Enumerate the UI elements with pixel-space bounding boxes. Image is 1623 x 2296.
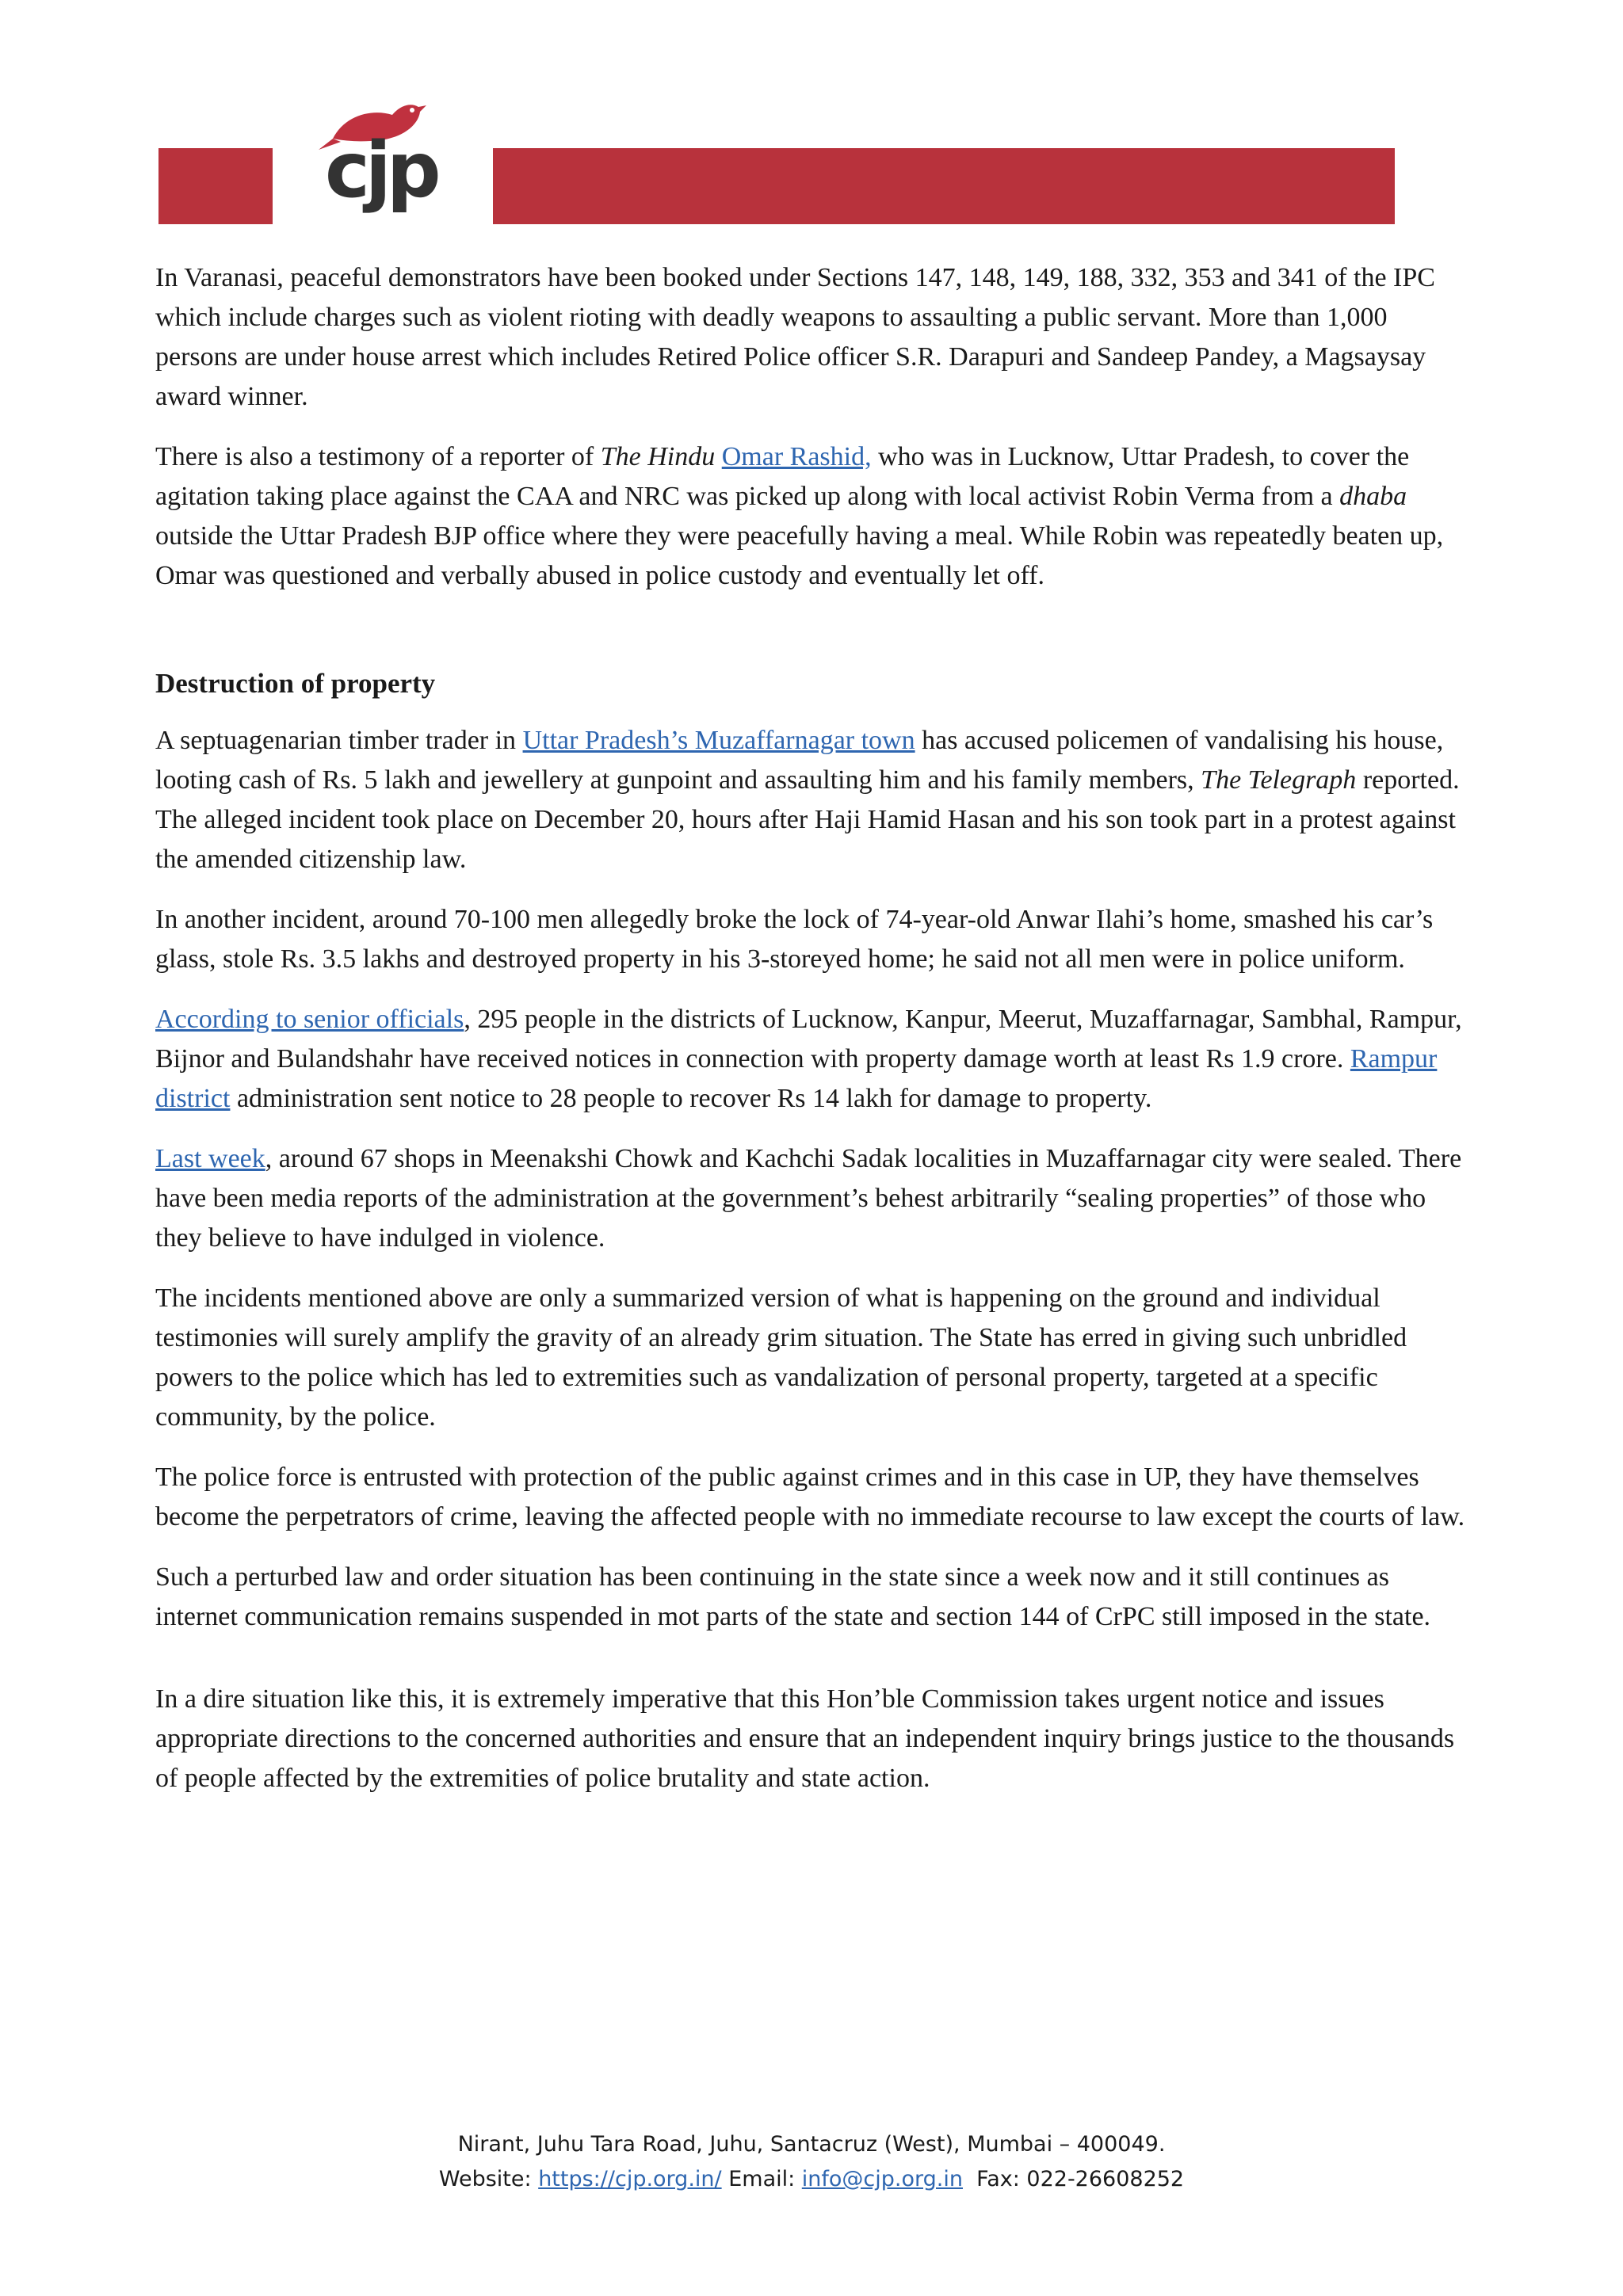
text-span: administration sent notice to 28 people to recover Rs 14 lakh for damage to property. — [230, 1084, 1152, 1113]
cjp-logo — [317, 91, 475, 226]
tagline: defending human rights in the courts and beyond — [734, 227, 1385, 262]
paragraph-law-order: Such a perturbed law and order situation has been continuing in the state since a week now and it still continues as internet communication remains suspended in mot parts of the state and section 144 of CrPC still imposed in the state. — [155, 1562, 1431, 1631]
letterhead-bar-left — [158, 148, 273, 224]
section-heading: Destruction of property — [155, 668, 436, 699]
text-span: has accused policemen of vandalising his house, looting cash of Rs. 5 lakh and jewellery at gunpoint and assaulting him and his family members, — [155, 726, 1444, 795]
paragraph-omar-rashid — [155, 437, 1471, 596]
link-rampur-district[interactable]: Rampur district — [155, 1044, 1438, 1113]
paragraph-timber-trader — [155, 721, 1471, 879]
link-senior-officials[interactable]: According to senior officials — [155, 1005, 464, 1034]
letter-body — [155, 258, 1471, 1819]
paragraph-police-force: The police force is entrusted with protection of the public against crimes and in this case in UP, they have themselves become the perpetrators of crime, leaving the affected people with no immediate recourse to law except the courts of law. — [155, 1463, 1465, 1531]
footer-email-link[interactable]: info@cjp.org.in — [801, 2167, 963, 2191]
text-span: who was in Lucknow, Uttar Pradesh, to cover the agitation taking place against the CAA and NRC was picked up along with local activist Robin Verma from a — [155, 442, 1410, 511]
text-span: There is also a testimony of a reporter of — [155, 442, 601, 471]
letterhead — [158, 91, 1395, 262]
text-span: , around 67 shops in Meenakshi Chowk and Kachchi Sadak localities in Muzaffarnagar city were sealed. There have been media reports of the administration at the government’s behest arbitrarily “sealing properties” of those who they believe to have indulged in violence. — [155, 1144, 1462, 1253]
italic-dhaba: dhaba — [1339, 482, 1407, 511]
footer-fax: Fax: 022-26608252 — [962, 2167, 1185, 2191]
paragraph-varanasi: In Varanasi, peaceful demonstrators have been booked under Sections 147, 148, 149, 188, 332, 353 and 341 of the IPC which include charges such as violent rioting with deadly weapons to assaulting a public servant. More than 1,000 persons are under house arrest which includes Retired Police officer S.R. Darapuri and Sandeep Pandey, a Magsaysay award winner. — [155, 263, 1435, 411]
footer-website-link[interactable]: https://cjp.org.in/ — [538, 2167, 722, 2191]
italic-the-hindu: The Hindu — [600, 442, 716, 471]
paragraph-summary: The incidents mentioned above are only a summarized version of what is happening on the ground and individual testimonies will surely amplify the gravity of an already grim situation. The State has erred in giving such unbridled powers to the police which has led to extremities such as vandalization of personal property, targeted at a specific community, by the police. — [155, 1283, 1407, 1432]
link-last-week[interactable]: Last week — [155, 1144, 265, 1173]
link-omar-rashid[interactable]: Omar Rashid, — [721, 442, 872, 471]
text-span: , 295 people in the districts of Lucknow, Kanpur, Meerut, Muzaffarnagar, Sambhal, Rampur, Bijnor and Bulandshahr have received notices in connection with property damage worth at least Rs 1.9 crore. — [155, 1005, 1462, 1074]
footer — [0, 2127, 1623, 2197]
footer-website-label: Website: — [438, 2167, 539, 2191]
logo-text: cjp — [325, 126, 437, 215]
letterhead-bar-right — [493, 148, 1395, 262]
text-span: outside the Uttar Pradesh BJP office where they were peacefully having a meal. While Robin was repeatedly beaten up, Omar was questioned and verbally abused in police custody and eventually let off. — [155, 521, 1444, 590]
paragraph-notices — [155, 1000, 1471, 1119]
spacer — [155, 1657, 1471, 1680]
paragraph-shops-sealed — [155, 1139, 1471, 1258]
text-span: reported. The alleged incident took place on December 20, hours after Haji Hamid Hasan and his son took part in a protest against the amended citizenship law. — [155, 765, 1460, 874]
paragraph-conclusion: In a dire situation like this, it is extremely imperative that this Hon’ble Commission takes urgent notice and issues appropriate directions to the concerned authorities and ensure that an independent inquiry brings justice to the thousands of people affected by the extremities of police brutality and state action. — [155, 1684, 1455, 1793]
footer-address: Nirant, Juhu Tara Road, Juhu, Santacruz (West), Mumbai – 400049. — [457, 2132, 1166, 2157]
text-span — [715, 442, 722, 471]
footer-email-label: Email: — [721, 2167, 802, 2191]
paragraph-anwar-ilahi: In another incident, around 70-100 men allegedly broke the lock of 74-year-old Anwar Ilahi’s home, smashed his car’s glass, stole Rs. 3.5 lakhs and destroyed property in his 3-storeyed home; he said not all men were in police uniform. — [155, 905, 1434, 974]
footer-contact — [0, 2162, 1623, 2197]
italic-the-telegraph: The Telegraph — [1201, 765, 1357, 795]
link-muzaffarnagar-town[interactable]: Uttar Pradesh’s Muzaffarnagar town — [522, 726, 915, 755]
text-span: A septuagenarian timber trader in — [155, 726, 523, 755]
